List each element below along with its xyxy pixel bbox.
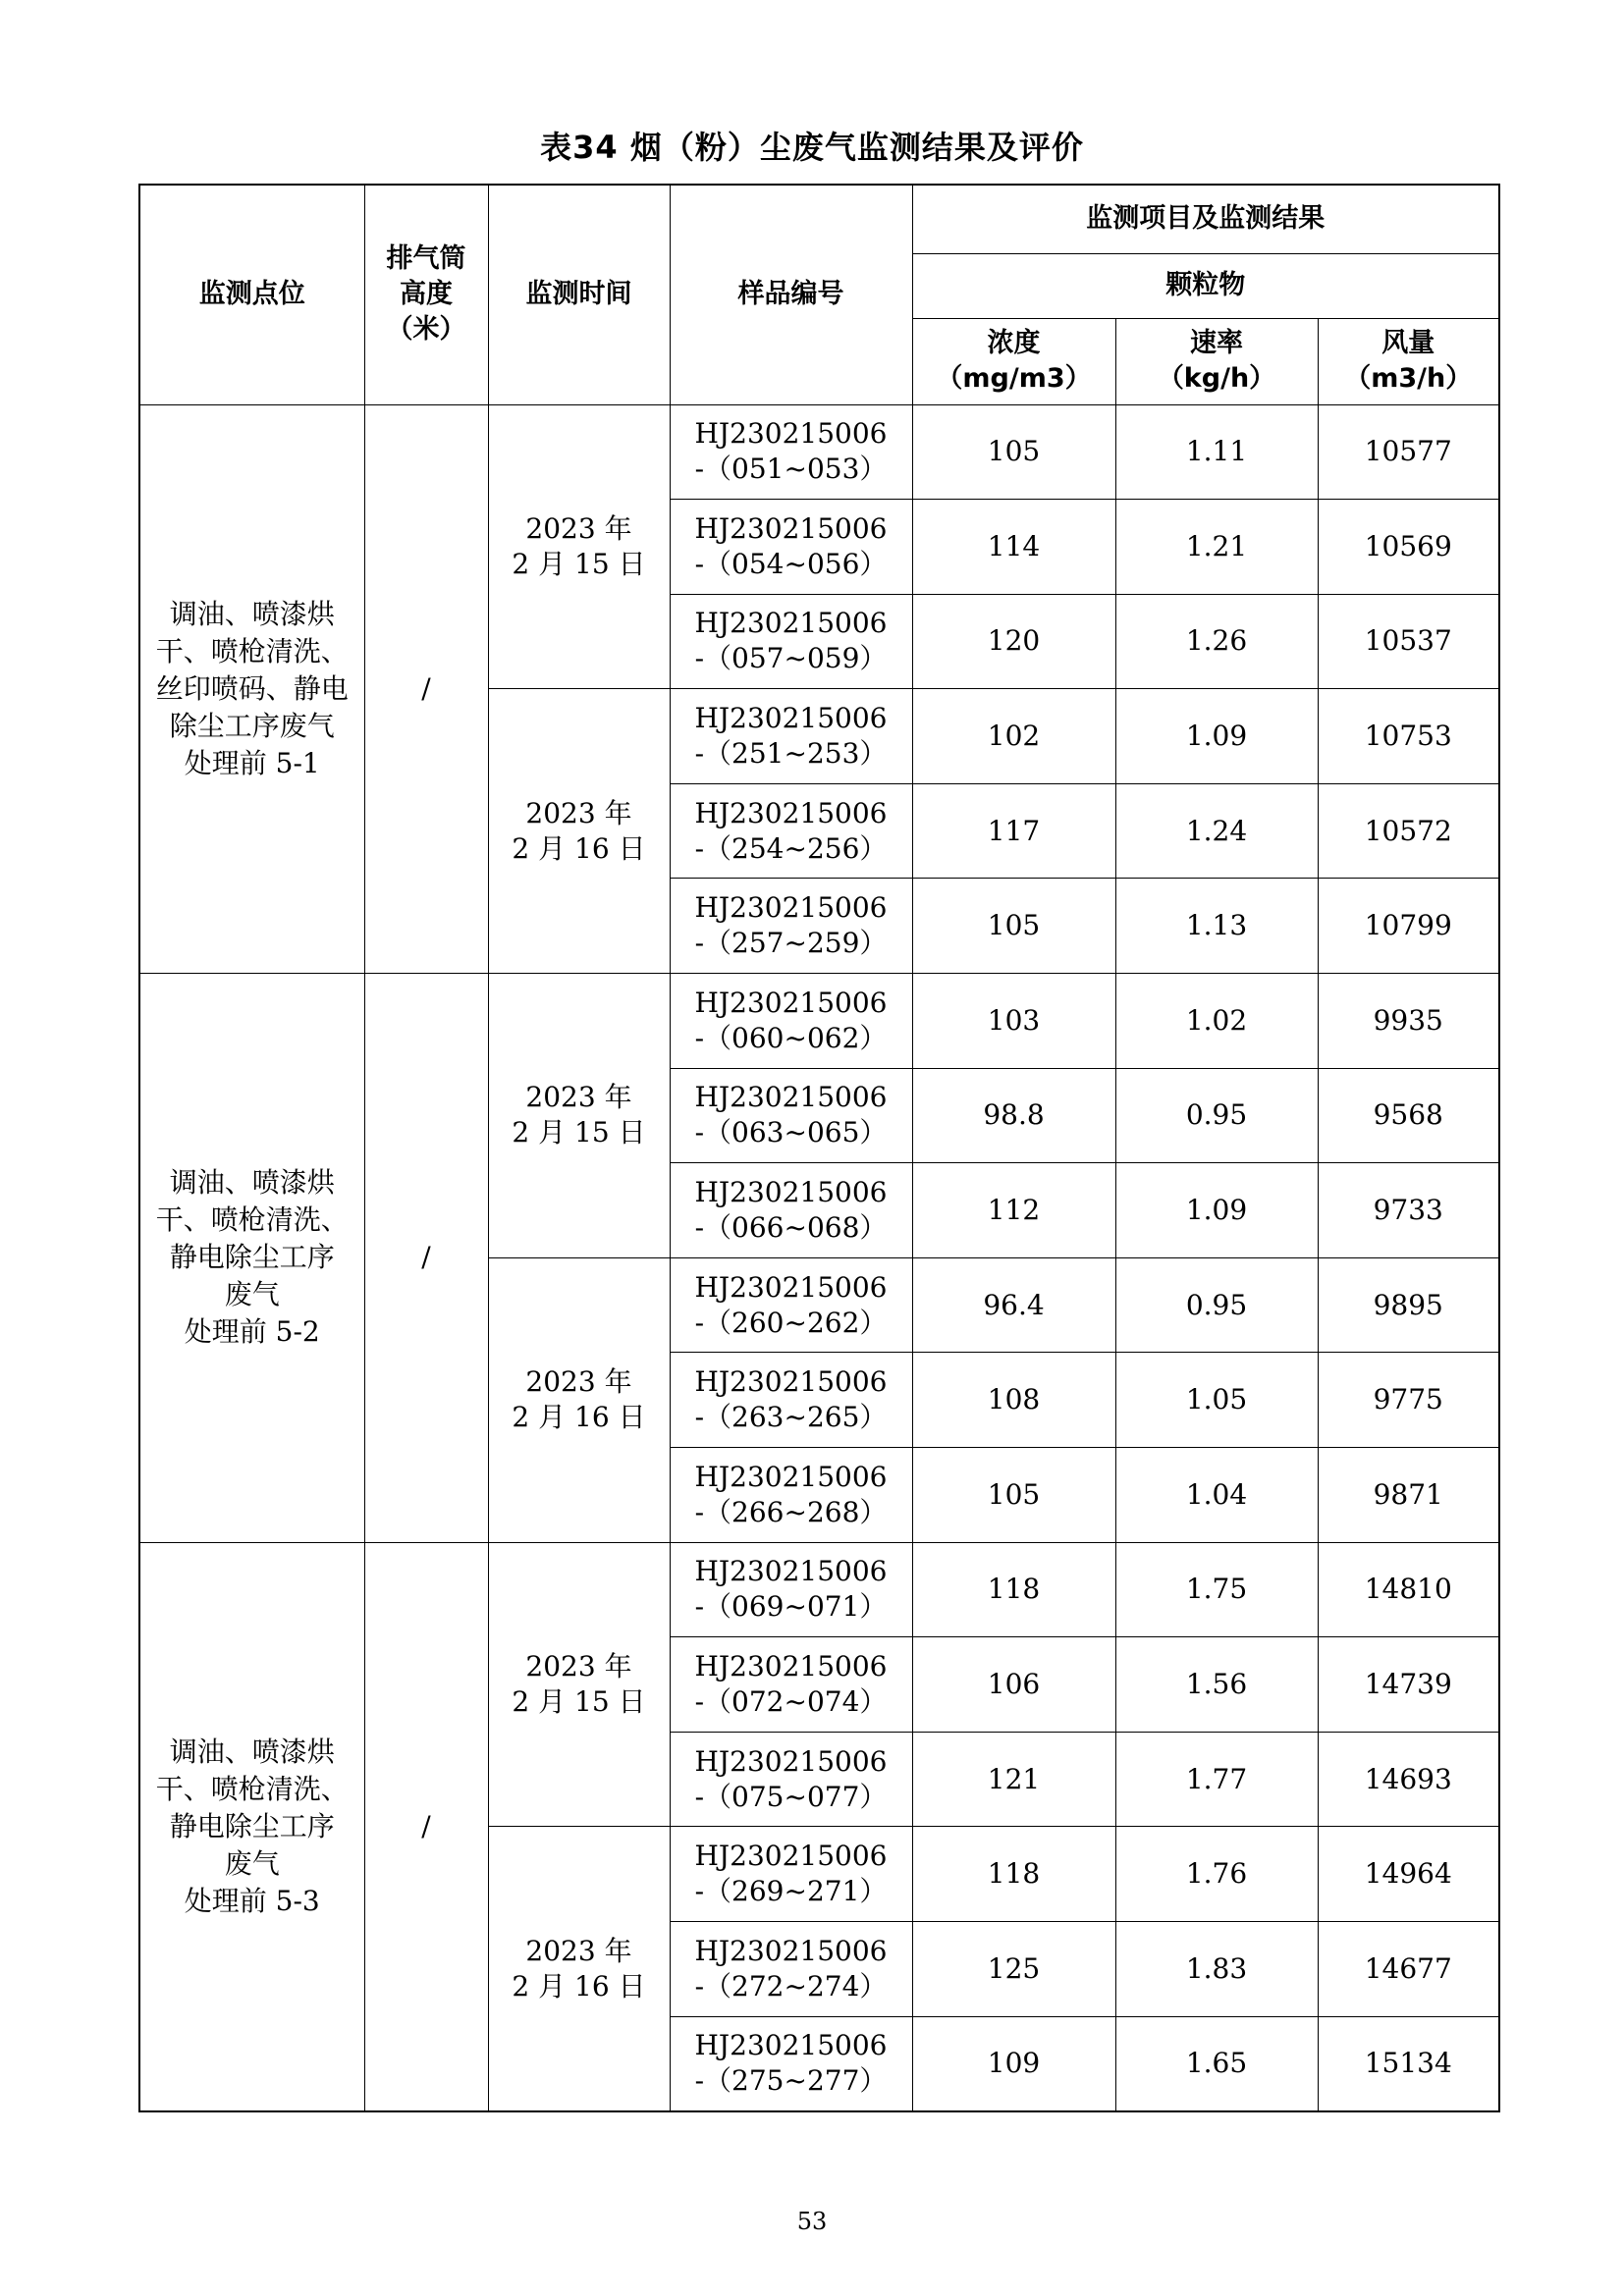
air-flow-cell: 9935 bbox=[1318, 974, 1499, 1069]
emission-rate-cell: 1.02 bbox=[1115, 974, 1318, 1069]
header-items: 监测项目及监测结果 bbox=[912, 185, 1499, 253]
emission-rate-cell: 1.77 bbox=[1115, 1732, 1318, 1827]
sample-range: -（057~059） bbox=[694, 642, 888, 675]
monitoring-date-cell bbox=[488, 1827, 670, 2111]
sample-id-cell bbox=[670, 1732, 912, 1827]
date-day: 2 月 16 日 bbox=[512, 1969, 646, 2002]
monitoring-point-line: 静电除尘工序 bbox=[169, 1241, 335, 1274]
sample-range: -（251~253） bbox=[694, 737, 888, 771]
sample-code: HJ230215006 bbox=[694, 607, 888, 640]
sample-id-cell bbox=[670, 1257, 912, 1353]
sample-code: HJ230215006 bbox=[694, 796, 888, 829]
stack-height-cell: / bbox=[364, 1542, 488, 2111]
emission-rate-cell: 1.13 bbox=[1115, 879, 1318, 974]
air-flow-cell: 14693 bbox=[1318, 1732, 1499, 1827]
table-title: 表34 烟（粉）尘废气监测结果及评价 bbox=[540, 129, 1084, 166]
date-day: 2 月 16 日 bbox=[512, 831, 646, 865]
sample-id-cell bbox=[670, 1827, 912, 1922]
emission-rate-cell: 1.04 bbox=[1115, 1448, 1318, 1543]
sample-code: HJ230215006 bbox=[694, 891, 888, 925]
table-row bbox=[139, 974, 1499, 1069]
header-point: 监测点位 bbox=[139, 185, 364, 404]
header-conc-unit: （mg/m3） bbox=[936, 363, 1092, 394]
concentration-cell: 103 bbox=[912, 974, 1115, 1069]
sample-id-cell bbox=[670, 974, 912, 1069]
date-year: 2023 年 bbox=[525, 511, 632, 545]
sample-code: HJ230215006 bbox=[694, 1744, 888, 1778]
concentration-cell: 117 bbox=[912, 783, 1115, 879]
concentration-cell: 118 bbox=[912, 1542, 1115, 1637]
concentration-cell: 109 bbox=[912, 2016, 1115, 2111]
emission-rate-cell: 1.11 bbox=[1115, 404, 1318, 500]
sample-range: -（263~265） bbox=[694, 1401, 888, 1434]
concentration-cell: 105 bbox=[912, 879, 1115, 974]
sample-range: -（075~077） bbox=[694, 1780, 888, 1813]
monitoring-date-cell bbox=[488, 1542, 670, 1827]
sample-range: -（266~268） bbox=[694, 1495, 888, 1528]
header-conc-label: 浓度 bbox=[987, 328, 1041, 358]
date-year: 2023 年 bbox=[525, 796, 632, 829]
monitoring-point-line: 除尘工序废气 bbox=[169, 709, 335, 742]
concentration-cell: 120 bbox=[912, 594, 1115, 689]
monitoring-point-line: 处理前 5-1 bbox=[184, 746, 320, 779]
concentration-cell: 112 bbox=[912, 1163, 1115, 1258]
header-height-line3: （米） bbox=[386, 314, 466, 346]
sample-id-cell bbox=[670, 1922, 912, 2017]
sample-code: HJ230215006 bbox=[694, 1176, 888, 1209]
emission-rate-cell: 1.75 bbox=[1115, 1542, 1318, 1637]
air-flow-cell: 10569 bbox=[1318, 500, 1499, 595]
sample-id-cell bbox=[670, 1542, 912, 1637]
sample-code: HJ230215006 bbox=[694, 511, 888, 545]
concentration-cell: 105 bbox=[912, 404, 1115, 500]
monitoring-point-cell bbox=[139, 404, 364, 974]
monitoring-point-line: 废气 bbox=[224, 1846, 280, 1880]
table-row bbox=[139, 404, 1499, 500]
sample-id-cell bbox=[670, 1163, 912, 1258]
sample-code: HJ230215006 bbox=[694, 1934, 888, 1967]
emission-rate-cell: 0.95 bbox=[1115, 1257, 1318, 1353]
sample-code: HJ230215006 bbox=[694, 1840, 888, 1873]
emission-rate-cell: 0.95 bbox=[1115, 1068, 1318, 1163]
sample-code: HJ230215006 bbox=[694, 417, 888, 451]
sample-id-cell bbox=[670, 404, 912, 500]
air-flow-cell: 10577 bbox=[1318, 404, 1499, 500]
monitoring-point-line: 丝印喷码、静电 bbox=[155, 671, 349, 705]
header-height-line2: 高度 bbox=[400, 279, 453, 310]
air-flow-cell: 9871 bbox=[1318, 1448, 1499, 1543]
date-year: 2023 年 bbox=[525, 1650, 632, 1683]
monitoring-point-cell bbox=[139, 1542, 364, 2111]
sample-code: HJ230215006 bbox=[694, 1270, 888, 1304]
air-flow-cell: 9895 bbox=[1318, 1257, 1499, 1353]
sample-range: -（051~053） bbox=[694, 453, 888, 486]
date-day: 2 月 15 日 bbox=[512, 547, 646, 580]
header-sample: 样品编号 bbox=[670, 185, 912, 404]
monitoring-point-cell bbox=[139, 974, 364, 1543]
date-year: 2023 年 bbox=[525, 1365, 632, 1399]
concentration-cell: 106 bbox=[912, 1637, 1115, 1733]
header-time: 监测时间 bbox=[488, 185, 670, 404]
emission-rate-cell: 1.21 bbox=[1115, 500, 1318, 595]
air-flow-cell: 9775 bbox=[1318, 1353, 1499, 1448]
monitoring-date-cell bbox=[488, 1257, 670, 1542]
sample-range: -（060~062） bbox=[694, 1021, 888, 1054]
monitoring-point-line: 干、喷枪清洗、 bbox=[155, 1772, 349, 1805]
emission-rate-cell: 1.26 bbox=[1115, 594, 1318, 689]
sample-range: -（069~071） bbox=[694, 1590, 888, 1624]
sample-code: HJ230215006 bbox=[694, 986, 888, 1019]
sample-code: HJ230215006 bbox=[694, 1650, 888, 1683]
emission-rate-cell: 1.24 bbox=[1115, 783, 1318, 879]
date-day: 2 月 15 日 bbox=[512, 1685, 646, 1719]
sample-range: -（072~074） bbox=[694, 1685, 888, 1719]
sample-range: -（260~262） bbox=[694, 1306, 888, 1339]
date-year: 2023 年 bbox=[525, 1081, 632, 1114]
particulate-monitoring-table bbox=[138, 184, 1500, 2112]
header-rate-unit: （kg/h） bbox=[1157, 363, 1276, 394]
sample-range: -（275~277） bbox=[694, 2064, 888, 2098]
sample-range: -（269~271） bbox=[694, 1875, 888, 1908]
sample-id-cell bbox=[670, 2016, 912, 2111]
concentration-cell: 118 bbox=[912, 1827, 1115, 1922]
air-flow-cell: 14677 bbox=[1318, 1922, 1499, 2017]
sample-range: -（254~256） bbox=[694, 831, 888, 865]
sample-id-cell bbox=[670, 1353, 912, 1448]
concentration-cell: 96.4 bbox=[912, 1257, 1115, 1353]
concentration-cell: 125 bbox=[912, 1922, 1115, 2017]
concentration-cell: 102 bbox=[912, 689, 1115, 784]
monitoring-point-line: 调油、喷漆烘 bbox=[169, 1735, 335, 1768]
sample-id-cell bbox=[670, 1448, 912, 1543]
concentration-cell: 108 bbox=[912, 1353, 1115, 1448]
sample-range: -（272~274） bbox=[694, 1969, 888, 2002]
header-rate-label: 速率 bbox=[1190, 328, 1243, 358]
sample-range: -（066~068） bbox=[694, 1211, 888, 1245]
air-flow-cell: 14739 bbox=[1318, 1637, 1499, 1733]
header-flow-unit: （m3/h） bbox=[1344, 363, 1473, 394]
emission-rate-cell: 1.56 bbox=[1115, 1637, 1318, 1733]
monitoring-point-line: 干、喷枪清洗、 bbox=[155, 1203, 349, 1237]
monitoring-point-line: 静电除尘工序 bbox=[169, 1809, 335, 1842]
sample-range: -（054~056） bbox=[694, 547, 888, 580]
stack-height-cell: / bbox=[364, 404, 488, 974]
emission-rate-cell: 1.09 bbox=[1115, 689, 1318, 784]
table-row bbox=[139, 1542, 1499, 1637]
emission-rate-cell: 1.05 bbox=[1115, 1353, 1318, 1448]
sample-id-cell bbox=[670, 1637, 912, 1733]
monitoring-point-line: 处理前 5-3 bbox=[184, 1884, 320, 1917]
emission-rate-cell: 1.83 bbox=[1115, 1922, 1318, 2017]
emission-rate-cell: 1.09 bbox=[1115, 1163, 1318, 1258]
sample-code: HJ230215006 bbox=[694, 1555, 888, 1588]
emission-rate-cell: 1.76 bbox=[1115, 1827, 1318, 1922]
header-height bbox=[364, 185, 488, 404]
stack-height-cell: / bbox=[364, 974, 488, 1543]
concentration-cell: 121 bbox=[912, 1732, 1115, 1827]
air-flow-cell: 9733 bbox=[1318, 1163, 1499, 1258]
monitoring-date-cell bbox=[488, 689, 670, 974]
air-flow-cell: 14964 bbox=[1318, 1827, 1499, 1922]
air-flow-cell: 9568 bbox=[1318, 1068, 1499, 1163]
sample-range: -（063~065） bbox=[694, 1116, 888, 1149]
sample-id-cell bbox=[670, 783, 912, 879]
monitoring-point-line: 干、喷枪清洗、 bbox=[155, 634, 349, 667]
header-particulate: 颗粒物 bbox=[912, 253, 1499, 318]
date-year: 2023 年 bbox=[525, 1934, 632, 1967]
date-day: 2 月 15 日 bbox=[512, 1116, 646, 1149]
sample-id-cell bbox=[670, 500, 912, 595]
sample-id-cell bbox=[670, 594, 912, 689]
header-rate bbox=[1115, 318, 1318, 404]
header-flow bbox=[1318, 318, 1499, 404]
header-height-line1: 排气筒 bbox=[386, 243, 466, 275]
header-flow-label: 风量 bbox=[1381, 328, 1435, 358]
monitoring-date-cell bbox=[488, 404, 670, 689]
air-flow-cell: 15134 bbox=[1318, 2016, 1499, 2111]
sample-id-cell bbox=[670, 689, 912, 784]
monitoring-date-cell bbox=[488, 974, 670, 1258]
air-flow-cell: 10537 bbox=[1318, 594, 1499, 689]
concentration-cell: 105 bbox=[912, 1448, 1115, 1543]
sample-id-cell bbox=[670, 879, 912, 974]
monitoring-point-line: 调油、喷漆烘 bbox=[169, 597, 335, 630]
sample-code: HJ230215006 bbox=[694, 1365, 888, 1399]
air-flow-cell: 10572 bbox=[1318, 783, 1499, 879]
sample-code: HJ230215006 bbox=[694, 1081, 888, 1114]
air-flow-cell: 10799 bbox=[1318, 879, 1499, 974]
monitoring-point-line: 废气 bbox=[224, 1278, 280, 1311]
air-flow-cell: 10753 bbox=[1318, 689, 1499, 784]
sample-code: HJ230215006 bbox=[694, 702, 888, 735]
page-number: 53 bbox=[796, 2208, 828, 2235]
sample-code: HJ230215006 bbox=[694, 2029, 888, 2062]
sample-range: -（257~259） bbox=[694, 927, 888, 960]
sample-id-cell bbox=[670, 1068, 912, 1163]
concentration-cell: 114 bbox=[912, 500, 1115, 595]
monitoring-point-line: 处理前 5-2 bbox=[184, 1315, 320, 1349]
sample-code: HJ230215006 bbox=[694, 1460, 888, 1493]
monitoring-point-line: 调油、喷漆烘 bbox=[169, 1166, 335, 1200]
air-flow-cell: 14810 bbox=[1318, 1542, 1499, 1637]
emission-rate-cell: 1.65 bbox=[1115, 2016, 1318, 2111]
date-day: 2 月 16 日 bbox=[512, 1401, 646, 1434]
concentration-cell: 98.8 bbox=[912, 1068, 1115, 1163]
header-conc bbox=[912, 318, 1115, 404]
